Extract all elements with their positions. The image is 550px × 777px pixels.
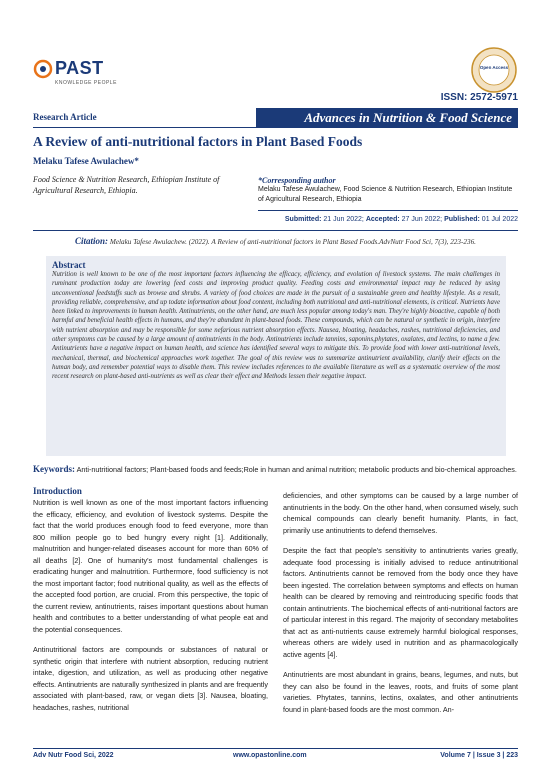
- publisher-logo: [33, 58, 123, 88]
- citation: [33, 236, 518, 246]
- published-label: Published:: [444, 216, 480, 223]
- keywords-text: Anti-nutritional factors; Plant-based foods and feeds;Role in human and animal nutrition; metabolic products and bio-chemical approaches.: [76, 465, 517, 474]
- citation-text: Melaku Tafese Awulachew. (2022). A Review of anti-nutritional factors in Plant Based Foods.AdvNutr Food Sci, 7(3), 223-236.: [109, 238, 476, 246]
- footer-journal: Adv Nutr Food Sci, 2022: [33, 752, 114, 759]
- abstract-box: [46, 256, 506, 456]
- seal-text: Open Access: [479, 65, 509, 70]
- paragraph: Antinutritional factors are compounds or substances of natural or synthetic origin that interfere with nutrient absorption, reducing nutrient intake, digestion, and utilization, as well as producing other negative effects. Antinutrients are naturally synthesized in plants and are frequently associated with plant-based, raw, or vegan diets [3]. Nausea, bloating, headaches, rashes, nutritional: [33, 645, 268, 712]
- abstract-text: Nutrition is well known to be one of the most important factors influencing the efficacy, efficiency, and evolution of livestock systems. The main challenges in ruminant production today are lowering feed costs and improving product quality. Feeding costs and environmental impact may be reduced by using unconventional feedstuffs such as browse and shrubs. A variety of food choices are made in the pursuit of a sustainable green and healthy lifestyle. As a result, providing reliable, comprehensive, and up todate information about food content, including both nutritional and anti-nutritional elements, is critical. Nutrients have been linked to improvements in human health. Antinutrients, on the other hand, are much less popular among today's man. They're highly bioactive, capable of both harmful and beneficial health effects in humans, and they're abundant in plant-based foods. These compounds, which can be natural or synthetic in origin, interfere with nutrient absorption and may be responsible for some nefarious nutrient absorption effects. Nausea, bloating, headaches, rashes, nutritional deficiencies, and other symptoms can be caused by a large amount of antinutrients in the body. Antinutrients include tannins, saponins,phytates, oxalates, and lectins, to name a few. Antinutrients have a negative impact on human health, and science has identified several ways to mitigate this. To provide food with lower anti-nutritional levels, mechanical, thermal, and biochemical approaches work together. The goal of this review was to summarize antinutrient availability, clarify their effects on the human body, and remember potential ways to disable them. This review includes references to the available literature as well as a systematic overview of the most recent research on plant-based anti-nutrients as well as clear their effect and Methods lessen their negative impact.: [52, 271, 500, 381]
- open-access-seal: [470, 46, 518, 94]
- divider: [258, 210, 518, 211]
- article-dates: [258, 216, 518, 223]
- citation-label: Citation:: [75, 236, 109, 246]
- abstract-heading: Abstract: [52, 260, 86, 270]
- affiliation: Food Science & Nutrition Research, Ethiopian Institute of Agricultural Research, Ethiopia.: [33, 175, 220, 195]
- article-type: Research Article: [33, 112, 97, 122]
- paragraph: Antinutrients are most abundant in grains, beans, legumes, and nuts, but they can also be found in the leaves, roots, and fruits of some plant varieties. Phytates, tannins, lectins, oxalates, and other antinutrients found in plant-based foods are the most common. An-: [283, 670, 518, 714]
- body-left-column: [33, 486, 268, 722]
- seal-icon: [470, 46, 518, 94]
- keywords-label: Keywords:: [33, 464, 75, 474]
- corresponding-author: [258, 176, 518, 205]
- paragraph: Despite the fact that people's sensitivity to antinutrients varies greatly, adequate food processing is initially advised to reduce antinutritional factors. Antinutrients cannot be removed from the body once they have been ingested. The correlation between symptoms and effects on human health can be cleared by removing and reintroducing specific foods that contain antinutrients. The biochemical effects of anti-nutritional factors are of particular interest in this regard. The majority of secondary metabolites that act as anti-nutrients cause extremely harmful biological responses, whereas others are widely used in nutrition and as pharmacologically active agents [4].: [283, 546, 518, 659]
- logo-text: PAST: [55, 58, 104, 78]
- accepted-date: 27 Jun 2022;: [401, 216, 443, 223]
- corresponding-heading: *Corresponding author: [258, 176, 336, 185]
- keywords: [33, 464, 518, 475]
- body-right-column: [283, 490, 518, 724]
- issn: ISSN: 2572-5971: [440, 92, 518, 103]
- published-date: 01 Jul 2022: [481, 216, 518, 223]
- journal-name: Advances in Nutrition & Food Science: [256, 108, 518, 127]
- paragraph: deficiencies, and other symptoms can be caused by a large number of antinutrients in the body. On the other hand, when consumed wisely, such chemical compounds can clearly benefit humanity. Plants, in fact, primarily use antinutrients to defend themselves.: [283, 491, 518, 535]
- article-title: A Review of anti-nutritional factors in Plant Based Foods: [33, 134, 363, 149]
- publisher-logo-icon: [33, 59, 53, 79]
- page-footer: [33, 748, 518, 759]
- submitted-label: Submitted:: [284, 216, 322, 223]
- divider: [33, 230, 518, 231]
- author-name: Melaku Tafese Awulachew*: [33, 156, 139, 166]
- logo-tagline: KNOWLEDGE PEOPLE: [55, 80, 117, 86]
- header-bar: [33, 108, 518, 128]
- paragraph: Nutrition is well known as one of the most important factors influencing the efficacy, efficiency, and evolution of livestock systems. Despite the fact that the world produces enough food to feed everyone, more than 800 million people go to bed hungry every night [1]. Additionally, malnutrition and hunger-related diseases account for more than 60% of all deaths [2]. One of humanity's most fundamental challenges is eradicating hunger and malnutrition. Furthermore, food sufficiency is not the most important factor; food nutritional quality, as well as the effects of the accepted food portion, are crucial. From this perspective, the topic of the current review, antinutrients, raises important questions about human health and contributes to a better understanding of what people eat and the potential consequences.: [33, 498, 268, 634]
- corresponding-text: Melaku Tafese Awulachew, Food Science & Nutrition Research, Ethiopian Institute of Agricultural Research, Ethiopia: [258, 186, 513, 203]
- footer-volume: Volume 7 | Issue 3 | 223: [440, 752, 518, 759]
- accepted-label: Accepted:: [365, 216, 400, 223]
- intro-heading: Introduction: [33, 486, 82, 496]
- submitted-date: 21 Jun 2022;: [323, 216, 364, 223]
- footer-website[interactable]: www.opastonline.com: [233, 752, 307, 759]
